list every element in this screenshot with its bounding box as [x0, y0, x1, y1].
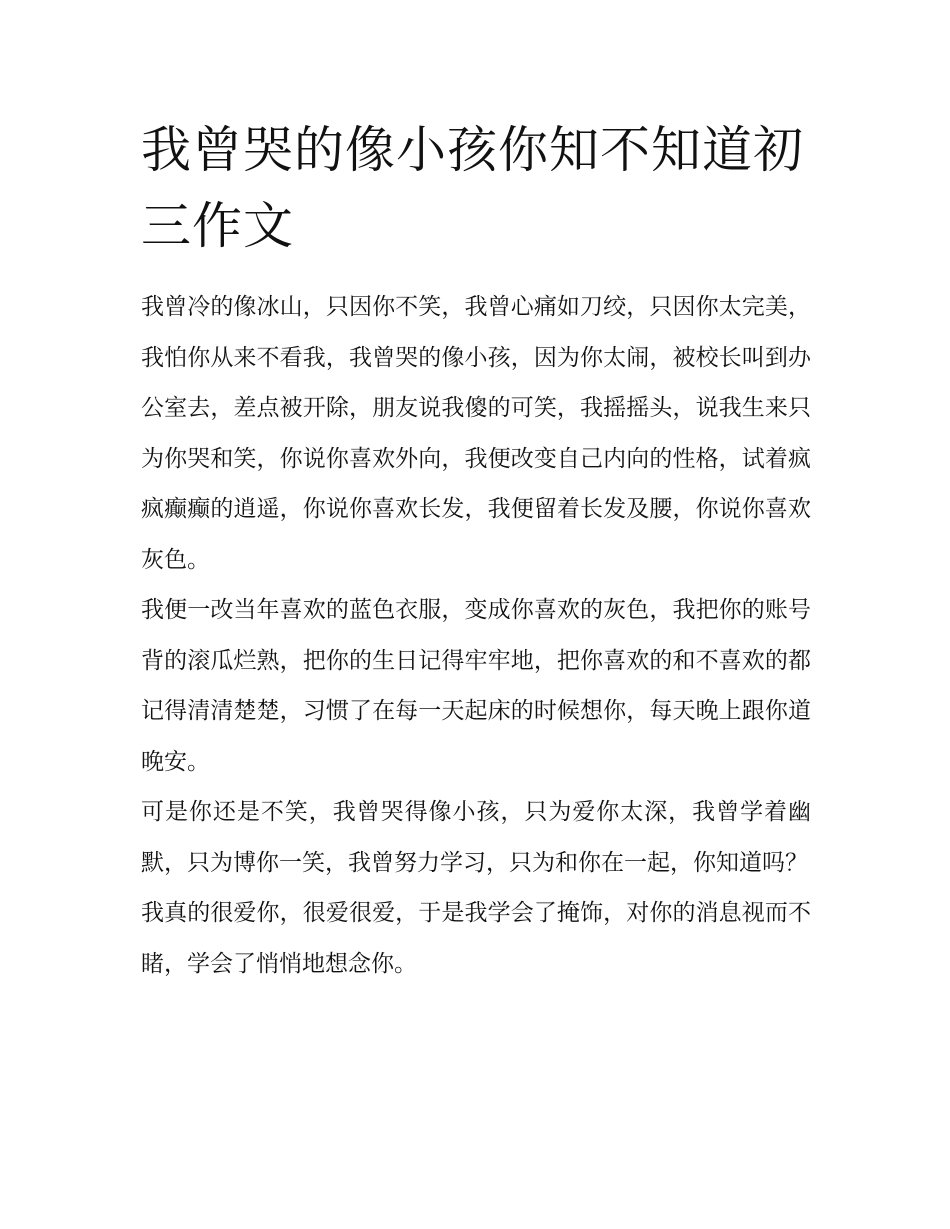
paragraph-2: 我便一改当年喜欢的蓝色衣服，变成你喜欢的灰色，我把你的账号背的滚瓜烂熟，把你的生日记得牢牢地，把你喜欢的和不喜欢的都记得清清楚楚，习惯了在每一天起床的时候想你，每天晚上跟你道晚安。: [141, 597, 811, 775]
paragraph-3: 可是你还是不笑，我曾哭得像小孩，只为爱你太深，我曾学着幽默，只为博你一笑，我曾努力学习，只为和你在一起，你知道吗？: [141, 799, 811, 876]
title-spacer: [141, 264, 811, 282]
document-title: 我曾哭的像小孩你知不知道初三作文: [141, 121, 804, 255]
paragraph-1: 我曾冷的像冰山，只因你不笑，我曾心痛如刀绞，只因你太完美，我怕你从来不看我，我曾哭的像小孩，因为你太闹，被校长叫到办公室去，差点被开除，朋友说我傻的可笑，我摇摇头，说我生来只为你哭和笑，你说你喜欢外向，我便改变自己内向的性格，试着疯疯癫癫的逍遥，你说你喜欢长发，我便留着长发及腰，你说你喜欢灰色。: [141, 294, 811, 573]
paragraph-4: 我真的很爱你，很爱很爱，于是我学会了掩饰，对你的消息视而不睹，学会了悄悄地想念你。: [141, 900, 811, 977]
document-page: [141, 112, 811, 989]
